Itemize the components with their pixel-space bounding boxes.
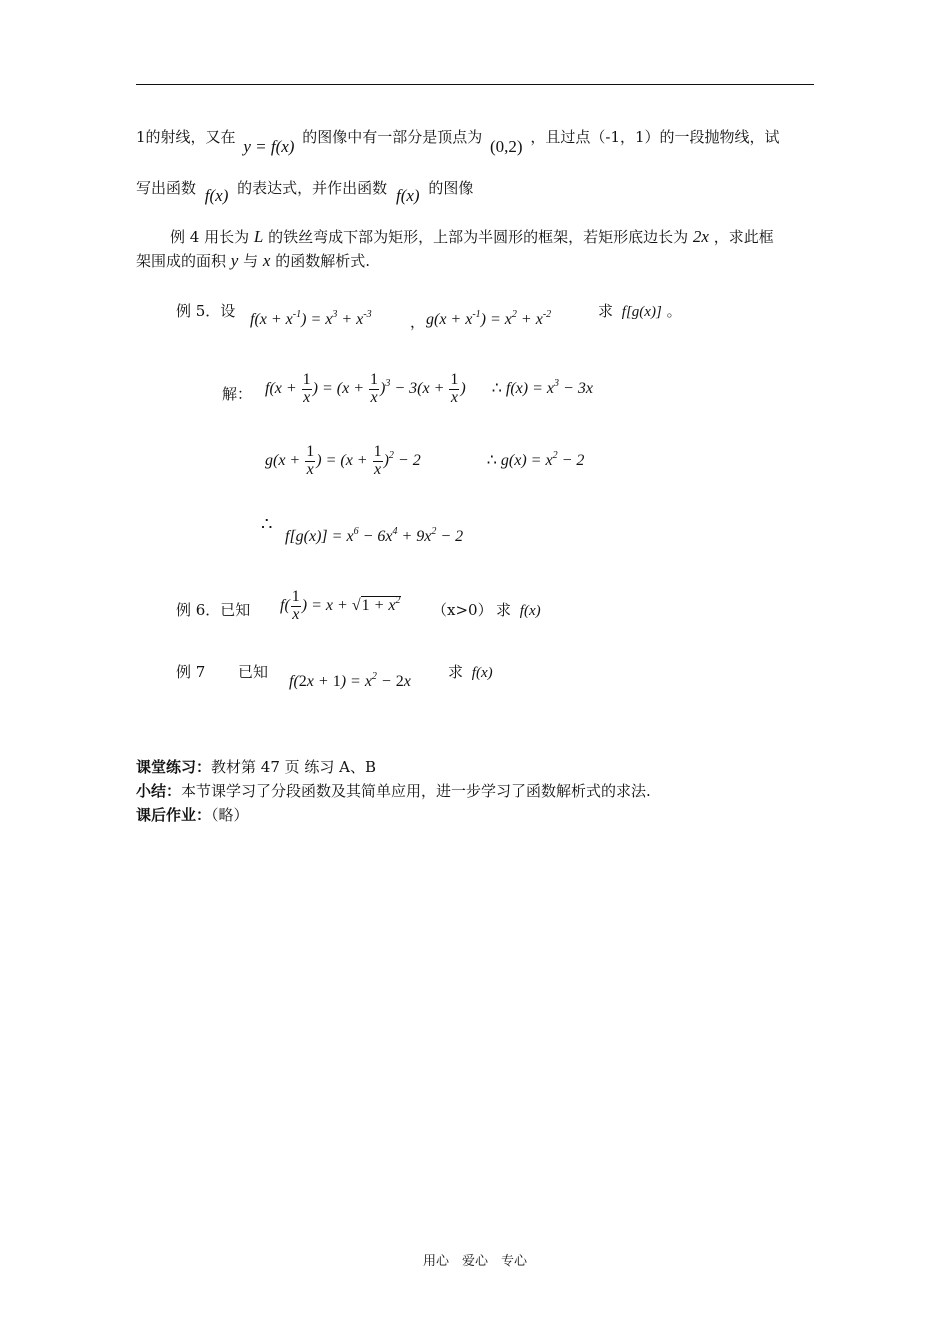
example6-target: f(x) [519,603,541,619]
example4-text-d: 架围成的面积 [136,252,227,270]
example5-ask-word: 求 [598,302,614,320]
problem3-text-b: 的图像中有一部分是顶点为 [302,128,483,146]
summary-label: 小结： [136,782,182,800]
example5-target: f[g(x)] [621,304,662,320]
problem3-math-vertex: (0,2) [490,137,523,156]
example6-equation: f( $\frac{1}{x}$ ) = $x + √1 + x^2$ [280,588,401,623]
problem3-text-d: 写出函数 [136,179,197,197]
page-footer: 用心 爱心 专心 [422,1254,527,1269]
problem3-math-fx: f(x) [204,186,229,205]
problem3-line2 [136,178,474,205]
example6-ask [496,600,541,621]
example5-end: 。 [666,302,682,320]
practice-text: 教材第 47 页 练习 A、B [211,758,377,776]
example4-text-a: 例 4 用长为 [170,228,250,246]
summary-line [136,781,651,801]
problem3-line1 [136,127,780,156]
practice-line [136,757,376,777]
example4-x: x [262,251,271,270]
solution-label: 解： [222,385,253,403]
problem3-text-a: 1的射线，又在 [136,128,236,146]
example4-L: L [253,227,264,246]
example7-target: f(x) [471,665,493,681]
example7-label: 例 7 [176,663,206,681]
summary-text: 本节课学习了分段函数及其简单应用，进一步学习了函数解析式的求法. [181,782,651,800]
example6-label: 例 6．已知 [176,601,251,619]
example4-2x: 2x [692,227,709,246]
homework-line [136,805,249,825]
example5-label: 例 5．设 [176,302,236,320]
problem3-text-e: 的表达式，并作出函数 [237,179,388,197]
example6-ask-word: 求 [496,601,512,619]
homework-label: 课后作业： [136,806,212,824]
example5-separator: ， [410,313,426,331]
example4-text-e: 与 [243,252,259,270]
problem3-text-f: 的图像 [428,179,474,197]
example4-text-f: 的函数解析式. [275,252,371,270]
example6-condition: （x>0） [432,601,493,619]
example7-equation: $f(2x + 1) = x^2 - 2x$ [289,671,411,690]
example4-y: y [230,251,239,270]
solution-therefore-symbol: ∴ [261,514,273,534]
example4-text-c: ，求此框 [713,228,774,246]
example4-text-b: 的铁丝弯成下部为矩形，上部为半圆形的框架，若矩形底边长为 [268,228,689,246]
problem3-text-c: ，且过点（-1，1）的一段抛物线，试 [530,128,780,146]
example4-line2 [136,251,370,271]
homework-text: （略） [211,806,249,824]
solution-line2: g(x + $\frac{1}{x}$ ) = (x + $\frac{1}{x}$ )$^2$ − 2 ∴ $g(x) = x^2 - 2$ [265,443,585,478]
example5-given-g: $g(x + x^{-1}) = x^2 + x^{-2}$ [426,309,552,328]
example7-known: 已知 [238,663,269,681]
solution-line1: f(x + $\frac{1}{x}$ ) = (x + $\frac{1}{x}$ )$^3$ − 3(x + $\frac{1}{x}$ ) ∴ $f(x) = x^3 - 3x$ [265,371,593,406]
solution-line3: $f[g(x)] = x^6 - 6x^4 + 9x^2 - 2$ [285,526,464,545]
problem3-math-fx-2: f(x) [395,186,420,205]
problem3-math-yfx: y = f(x) [243,137,295,156]
practice-label: 课堂练习： [136,758,212,776]
example4-line1 [170,227,774,247]
example5-ask [598,301,682,322]
example7-ask [448,662,493,683]
example5-given-f: $f(x + x^{-1}) = x^3 + x^{-3}$ [250,309,372,328]
header-rule [136,84,814,85]
example7-ask-word: 求 [448,663,464,681]
